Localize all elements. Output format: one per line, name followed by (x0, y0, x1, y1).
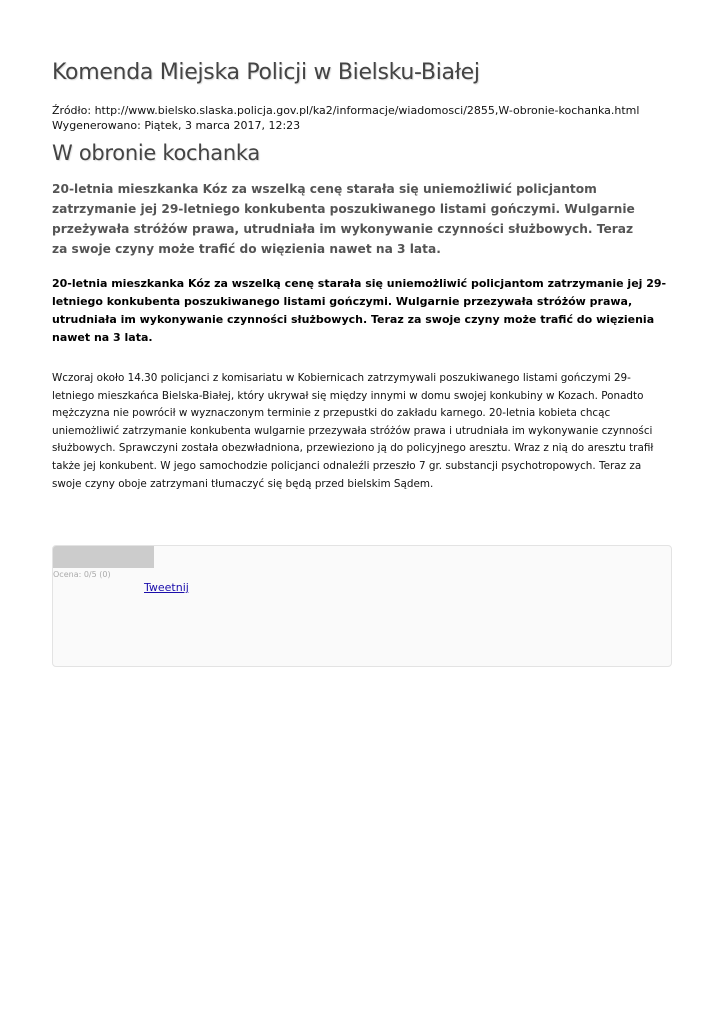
article-lead: 20-letnia mieszkanka Kóz za wszelką cenę starała się uniemożliwić policjantom zatrzymanie jej 29-letniego konkubenta poszukiwanego listami gończymi. Wulgarnie przezywała stróżów prawa, utrudniała im wykonywanie czynności służbowych. Teraz za swoje czyny może trafić do więzienia nawet na 3 lata. (52, 277, 667, 344)
site-title: Komenda Miejska Policji w Bielsku-Białej (52, 60, 480, 85)
rating-panel (52, 545, 672, 667)
document-meta (52, 103, 639, 133)
article-lead-summary: 20-letnia mieszkanka Kóz za wszelką cenę starała się uniemożliwić policjantom zatrzymanie jej 29-letniego konkubenta poszukiwanego listami gończymi. Wulgarnie przeżywała stróżów prawa, utrudniała im wykonywanie czynności służbowych. Teraz za swoje czyny może trafić do więzienia nawet na 3 lata. (52, 182, 635, 256)
generated-date: Wygenerowano: Piątek, 3 marca 2017, 12:23 (52, 119, 301, 132)
rating-label: Ocena: 0/5 (0) (53, 570, 111, 579)
article-body: Wczoraj około 14.30 policjanci z komisariatu w Kobiernicach zatrzymywali poszukiwanego listami gończymi 29-letniego mieszkańca Bielska-Białej, który ukrywał się między innymi w domu swojej konkubiny w Kozach. Ponadto mężczyzna nie powrócił w wyznaczonym terminie z przepustki do zakładu karnego. 20-letnia kobieta chcąc uniemożliwić zatrzymanie konkubenta wulgarnie przezywała stróżów prawa i utrudniała im wykonywanie czynności służbowych. Sprawczyni została obezwładniona, przewieziono ją do policyjnego aresztu. Wraz z nią do aresztu trafił także jej konkubent. W jego samochodzie policjanci odnaleźli przeszło 7 gr. substancji psychotropowych. Teraz za swoje czyny oboje zatrzymani tłumaczyć się będą przed bielskim Sądem. (52, 372, 654, 490)
rating-stars-bar[interactable] (53, 546, 154, 568)
source-url: Źródło: http://www.bielsko.slaska.policja.gov.pl/ka2/informacje/wiadomosci/2855,W-obronie-kochanka.html (52, 104, 640, 117)
tweet-link[interactable]: Tweetnij (144, 581, 189, 594)
article-title: W obronie kochanka (52, 141, 260, 165)
